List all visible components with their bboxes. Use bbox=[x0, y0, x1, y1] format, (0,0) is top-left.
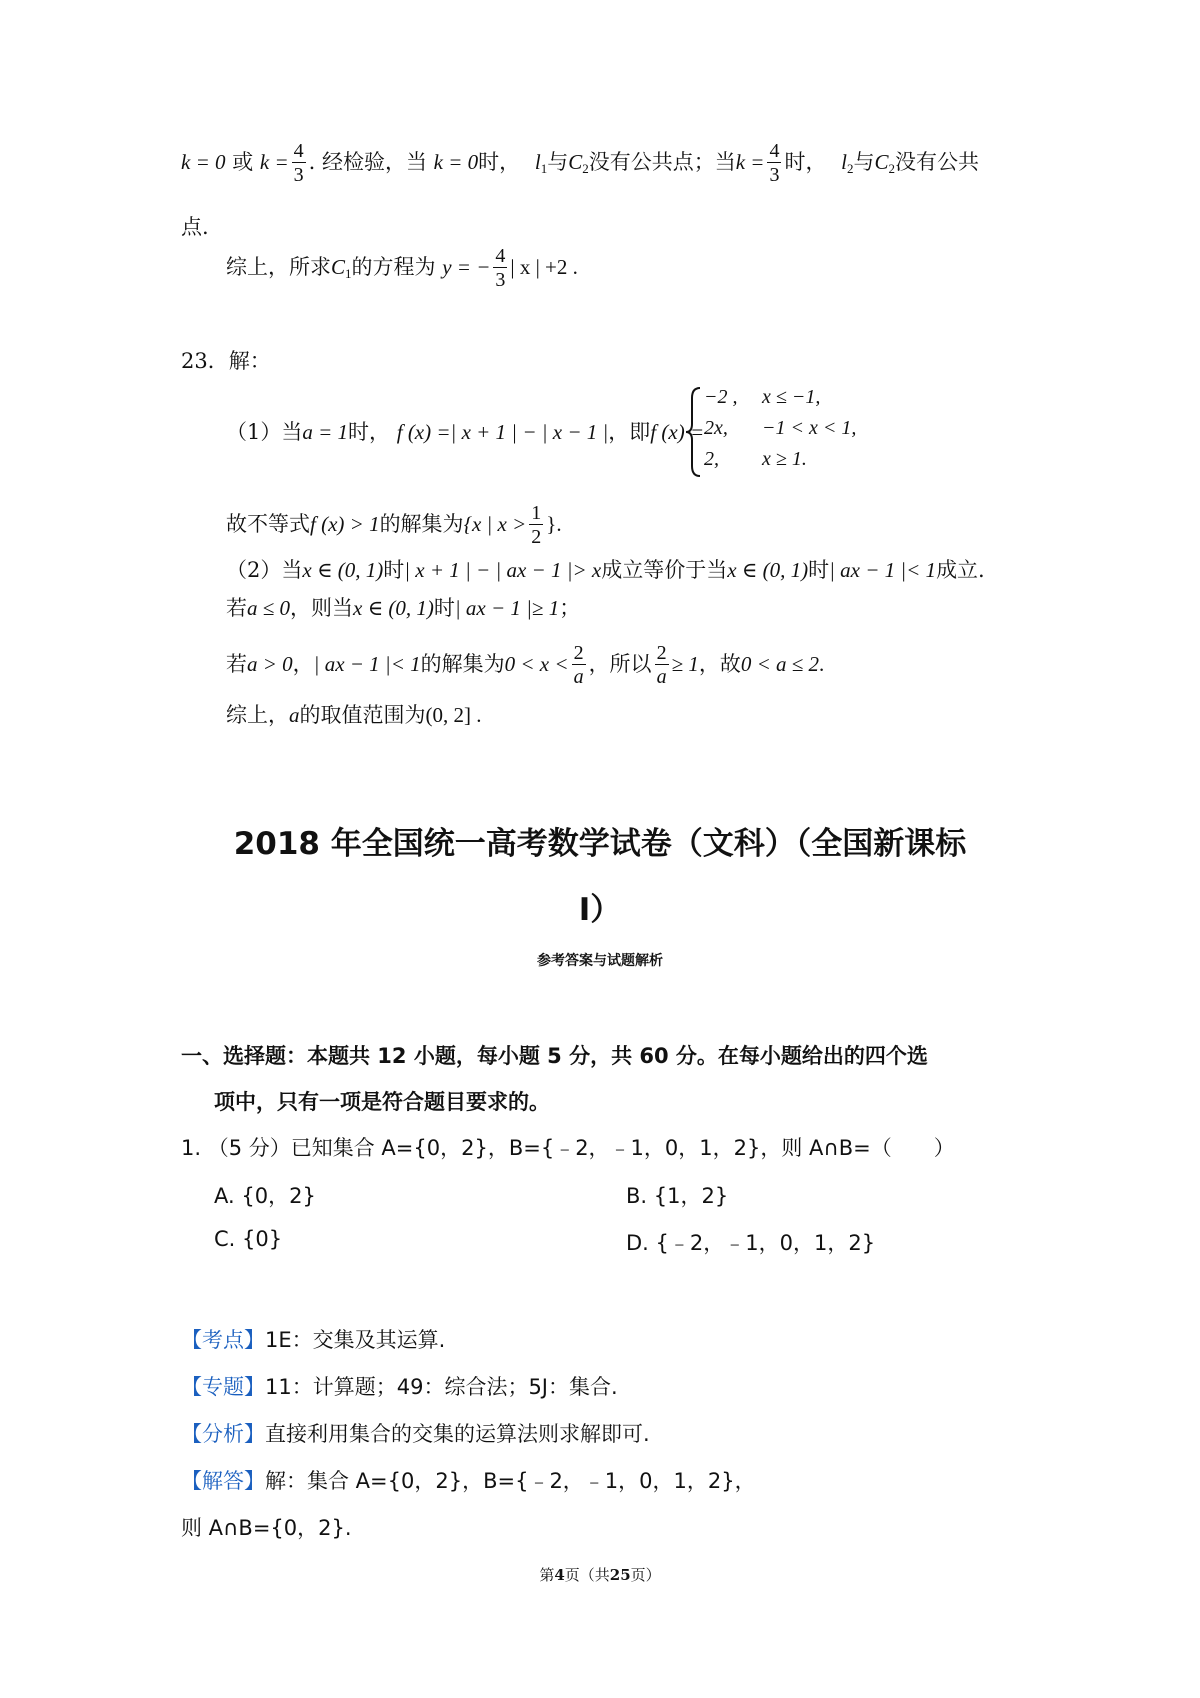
case-cond-3: x ≥ 1. bbox=[762, 448, 807, 470]
math: | x + 1 | − | ax − 1 |> x bbox=[404, 558, 602, 582]
text: . bbox=[819, 652, 825, 676]
text: ，故 bbox=[698, 652, 741, 676]
tag-zhuanti: 【专题】 bbox=[181, 1375, 265, 1399]
math: | ax − 1 |< 1 bbox=[313, 652, 421, 676]
text: 1E：交集及其运算. bbox=[265, 1328, 446, 1352]
math-c1: $C_1$ bbox=[331, 255, 352, 281]
option-text: {0，2} bbox=[241, 1184, 316, 1208]
q23-conclusion bbox=[226, 700, 482, 730]
text: 的取值范围为 bbox=[299, 703, 426, 727]
numerator: 4 bbox=[293, 140, 304, 162]
q1-option-d bbox=[626, 1227, 875, 1257]
fraction-4-3: $\frac{4}{3}$ bbox=[495, 245, 506, 291]
page-total: 25 bbox=[609, 1566, 631, 1584]
text-check: . 经检验，当 bbox=[308, 150, 427, 174]
denominator: 3 bbox=[293, 164, 304, 186]
option-text: {0} bbox=[242, 1227, 283, 1251]
math: 0 < a ≤ 2 bbox=[740, 652, 820, 676]
q1-option-a bbox=[214, 1180, 316, 1210]
text: 的方程为 bbox=[351, 255, 436, 279]
text: 第 bbox=[539, 1566, 555, 1584]
math: (0, 2] . bbox=[425, 703, 482, 727]
page-number: 4 bbox=[554, 1566, 565, 1584]
tag-kaodian: 【考点】 bbox=[181, 1328, 265, 1352]
math: 0 < x < bbox=[504, 652, 569, 676]
fraction-2-a: $\frac{2}{a}$ bbox=[573, 642, 584, 688]
tag-jieda: 【解答】 bbox=[181, 1469, 265, 1493]
math: | ax − 1 |≥ 1 bbox=[454, 596, 560, 620]
math-l1: $l_1$ bbox=[534, 150, 548, 176]
math-l2: $l_2$ bbox=[841, 150, 854, 176]
text: 的解集为 bbox=[420, 652, 505, 676]
exam-title-line-1: 2018 年全国统一高考数学试卷（文科）（全国新课标 bbox=[233, 826, 967, 862]
case-row-3: 2, bbox=[704, 448, 719, 470]
math: a ≤ 0 bbox=[247, 596, 291, 620]
tag-fenxi: 【分析】 bbox=[181, 1422, 265, 1446]
option-text: {1，2} bbox=[653, 1184, 729, 1208]
math-c2: $C_2$ bbox=[874, 150, 896, 176]
text: 故不等式 bbox=[226, 512, 310, 536]
text: 与 bbox=[853, 150, 875, 174]
piecewise-brace bbox=[684, 386, 704, 478]
case-row-2: 2x, bbox=[704, 417, 728, 439]
math: }. bbox=[546, 512, 562, 536]
text: 时 bbox=[383, 558, 405, 582]
text: 综上， bbox=[226, 703, 289, 727]
math: a = 1 bbox=[302, 420, 349, 444]
text: 时， bbox=[784, 150, 827, 174]
text: 页（共 bbox=[564, 1566, 610, 1584]
text: ，所以 bbox=[588, 652, 652, 676]
q1-option-c bbox=[214, 1227, 282, 1251]
fraction-4-3: $\frac{4}{3}$ bbox=[769, 140, 780, 186]
text: 页） bbox=[630, 1566, 661, 1584]
text: （2）当 bbox=[226, 558, 303, 582]
section-heading-line-1: 一、选择题：本题共 12 小题，每小题 5 分，共 60 分。在每小题给出的四个选 bbox=[181, 1044, 928, 1068]
math-k-eq-0: k = 0 bbox=[433, 150, 479, 174]
math-y: y = − bbox=[442, 255, 491, 279]
text: 没有公共点；当 bbox=[588, 150, 736, 174]
prev-line-3 bbox=[226, 245, 578, 292]
math: x ∈ (0, 1) bbox=[353, 596, 434, 620]
q23-case-a-gt-0 bbox=[226, 642, 824, 689]
exam-title-line-2: Ⅰ） bbox=[578, 892, 622, 928]
text: 若 bbox=[226, 596, 247, 620]
exam-subtitle: 参考答案与试题解析 bbox=[537, 953, 663, 969]
option-label: C. bbox=[214, 1227, 236, 1251]
math: ≥ 1 bbox=[671, 652, 699, 676]
q1-fenxi bbox=[181, 1418, 650, 1448]
q1-answer-line: 则 A∩B={0，2}. bbox=[181, 1516, 352, 1540]
q1-zhuanti bbox=[181, 1371, 618, 1401]
text: 成立等价于当 bbox=[601, 558, 728, 582]
q1-kaodian bbox=[181, 1324, 445, 1354]
text: ； bbox=[559, 596, 581, 620]
text: 11：计算题；49：综合法；5J：集合. bbox=[265, 1375, 618, 1399]
math: x ∈ (0, 1) bbox=[302, 558, 384, 582]
text: 时 bbox=[808, 558, 830, 582]
math: a > 0 bbox=[247, 652, 293, 676]
q23-case-a-le-0 bbox=[226, 593, 580, 623]
text: 时 bbox=[433, 596, 455, 620]
fraction-2-a: $\frac{2}{a}$ bbox=[656, 642, 667, 688]
page-footer bbox=[0, 1564, 1200, 1585]
math-fx-def: f (x) =| x + 1 | − | x − 1 | bbox=[396, 420, 609, 444]
q23-solution-set bbox=[226, 502, 562, 549]
math: | ax − 1 |< 1 bbox=[829, 558, 937, 582]
text: ，即 bbox=[608, 420, 651, 444]
text: 直接利用集合的交集的运算法则求解即可. bbox=[265, 1422, 650, 1446]
prev-line-2: 点. bbox=[181, 215, 209, 239]
math-k-eq: k = bbox=[259, 150, 289, 174]
q23-part1 bbox=[226, 417, 704, 447]
option-label: A. bbox=[214, 1184, 235, 1208]
q23-head: 23．解： bbox=[181, 349, 271, 373]
section-heading-line-2: 项中，只有一项是符合题目要求的。 bbox=[214, 1090, 550, 1114]
text: 若 bbox=[226, 652, 247, 676]
fraction-4-3 bbox=[292, 140, 306, 187]
q1-jieda bbox=[181, 1465, 756, 1495]
q1-stem: 1. （5 分）已知集合 A={0，2}，B={﹣2，﹣1，0，1，2}，则 A∩B=（ ） bbox=[181, 1136, 955, 1160]
math-c2: $C_2$ bbox=[568, 150, 589, 176]
text: 解：集合 A={0，2}，B={﹣2，﹣1，0，1，2}， bbox=[265, 1469, 756, 1493]
text: 与 bbox=[547, 150, 569, 174]
text: 时， bbox=[348, 420, 391, 444]
math-fx: f (x) = bbox=[650, 420, 705, 444]
option-label: B. bbox=[626, 1184, 648, 1208]
case-cond-1: x ≤ −1, bbox=[762, 386, 821, 408]
option-text: {﹣2，﹣1，0，1，2} bbox=[655, 1231, 876, 1255]
text: 没有公共 bbox=[895, 150, 980, 174]
text: ， bbox=[292, 652, 314, 676]
math-abs-x: | x | +2 . bbox=[510, 255, 578, 279]
prev-line-1 bbox=[181, 140, 979, 187]
text: 综上，所求 bbox=[226, 255, 331, 279]
text-or: 或 bbox=[232, 150, 254, 174]
math-k-eq: k = bbox=[735, 150, 765, 174]
text: ，则当 bbox=[290, 596, 354, 620]
math: {x | x > bbox=[463, 512, 527, 536]
text: 时， bbox=[478, 150, 521, 174]
math-k-eq-0: k = 0 bbox=[181, 150, 226, 174]
text: 成立. bbox=[936, 558, 985, 582]
math: a bbox=[289, 703, 300, 727]
text: （1）当 bbox=[226, 420, 303, 444]
fraction-1-2: $\frac{1}{2}$ bbox=[531, 502, 542, 548]
q1-option-b bbox=[626, 1180, 728, 1210]
math: x ∈ (0, 1) bbox=[727, 558, 809, 582]
math: f (x) > 1 bbox=[310, 512, 380, 536]
option-label: D. bbox=[626, 1231, 649, 1255]
case-cond-2: −1 < x < 1, bbox=[762, 417, 857, 439]
q23-part2 bbox=[226, 555, 985, 585]
text: 的解集为 bbox=[379, 512, 464, 536]
case-row-1: −2 , bbox=[704, 386, 738, 408]
